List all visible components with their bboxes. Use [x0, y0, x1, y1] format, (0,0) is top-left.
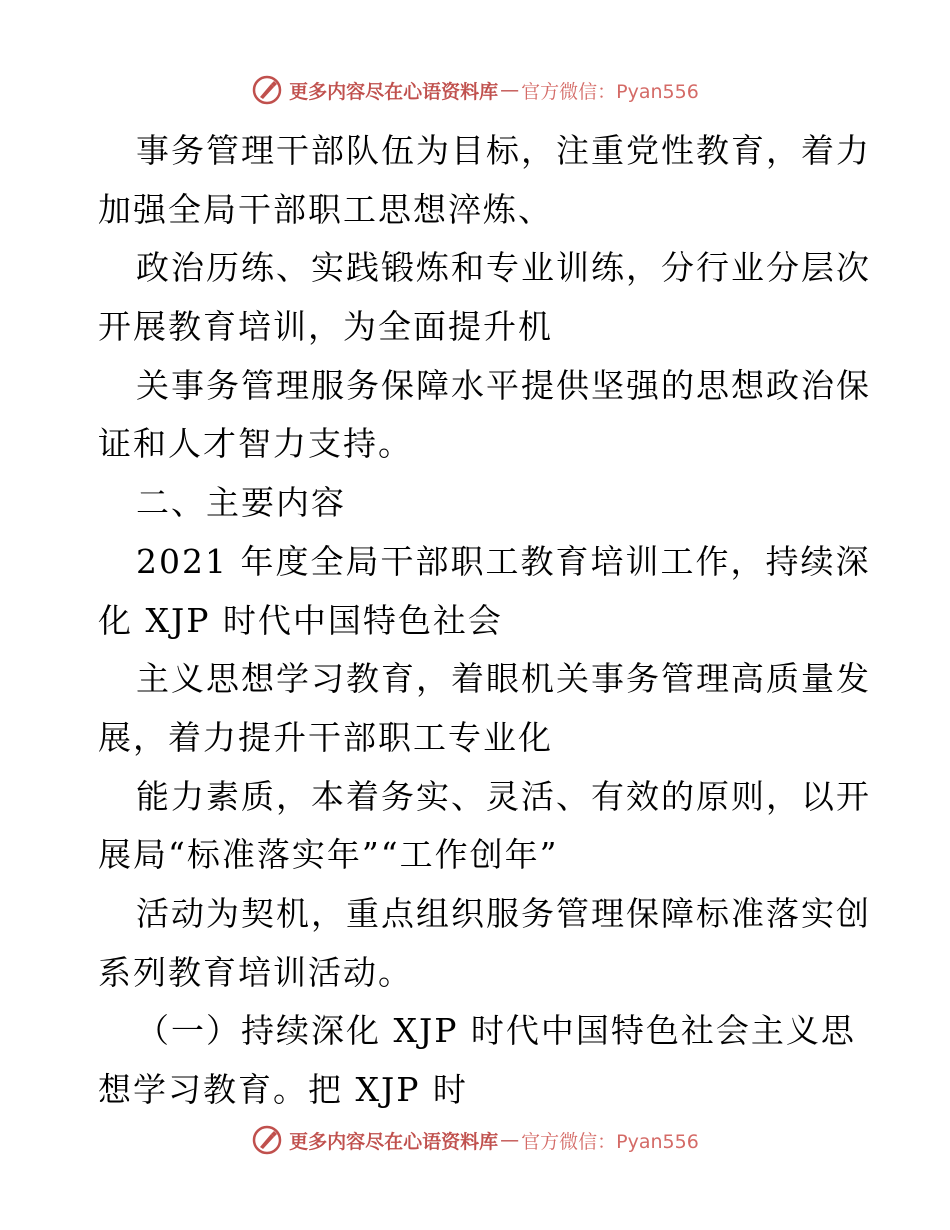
text-line: 2021 年度全局干部职工教育培训工作，持续深: [136, 541, 871, 581]
text-line: 加强全局干部职工思想淬炼、: [98, 189, 553, 229]
text-line: 化 XJP 时代中国特色社会: [98, 600, 503, 640]
document-body: [98, 122, 871, 1120]
text-line: 活动为契机，重点组织服务管理保障标准落实创: [136, 893, 871, 933]
section-heading: 二、主要内容: [136, 483, 346, 523]
text-line: 政治历练、实践锻炼和专业训练，分行业分层次: [136, 248, 871, 288]
text-line: 事务管理干部队伍为目标，注重党性教育，着力: [136, 131, 871, 170]
text-line: 展局“标准落实年”“工作创年”: [98, 835, 559, 875]
watermark-site: 更多内容尽在心语资料库: [289, 80, 499, 103]
watermark-site: 更多内容尽在心语资料库: [289, 1130, 499, 1153]
text-line: 展，着力提升干部职工专业化: [98, 717, 553, 757]
text-line: 系列教育培训活动。: [98, 952, 413, 992]
text-line: 关事务管理服务保障水平提供坚强的思想政治保: [136, 365, 871, 405]
watermark-separator: —: [500, 1129, 520, 1151]
subsection-heading: （一）持续深化 XJP 时代中国特色社会主义思: [136, 1011, 856, 1051]
text-line: 想学习教育。把 XJP 时: [98, 1070, 468, 1109]
watermark-contact: 官方微信：Pyan556: [521, 80, 699, 103]
pen-logo-icon: [251, 1124, 283, 1156]
watermark-separator: —: [500, 79, 520, 101]
watermark-contact: 官方微信：Pyan556: [521, 1130, 699, 1153]
footer-watermark: [0, 1120, 950, 1160]
text-line: 证和人才智力支持。: [98, 424, 413, 464]
header-watermark: [0, 70, 950, 110]
text-line: 主义思想学习教育，着眼机关事务管理高质量发: [136, 659, 871, 699]
text-line: 能力素质，本着务实、灵活、有效的原则，以开: [136, 776, 871, 816]
text-line: 开展教育培训，为全面提升机: [98, 307, 553, 347]
pen-logo-icon: [251, 74, 283, 106]
